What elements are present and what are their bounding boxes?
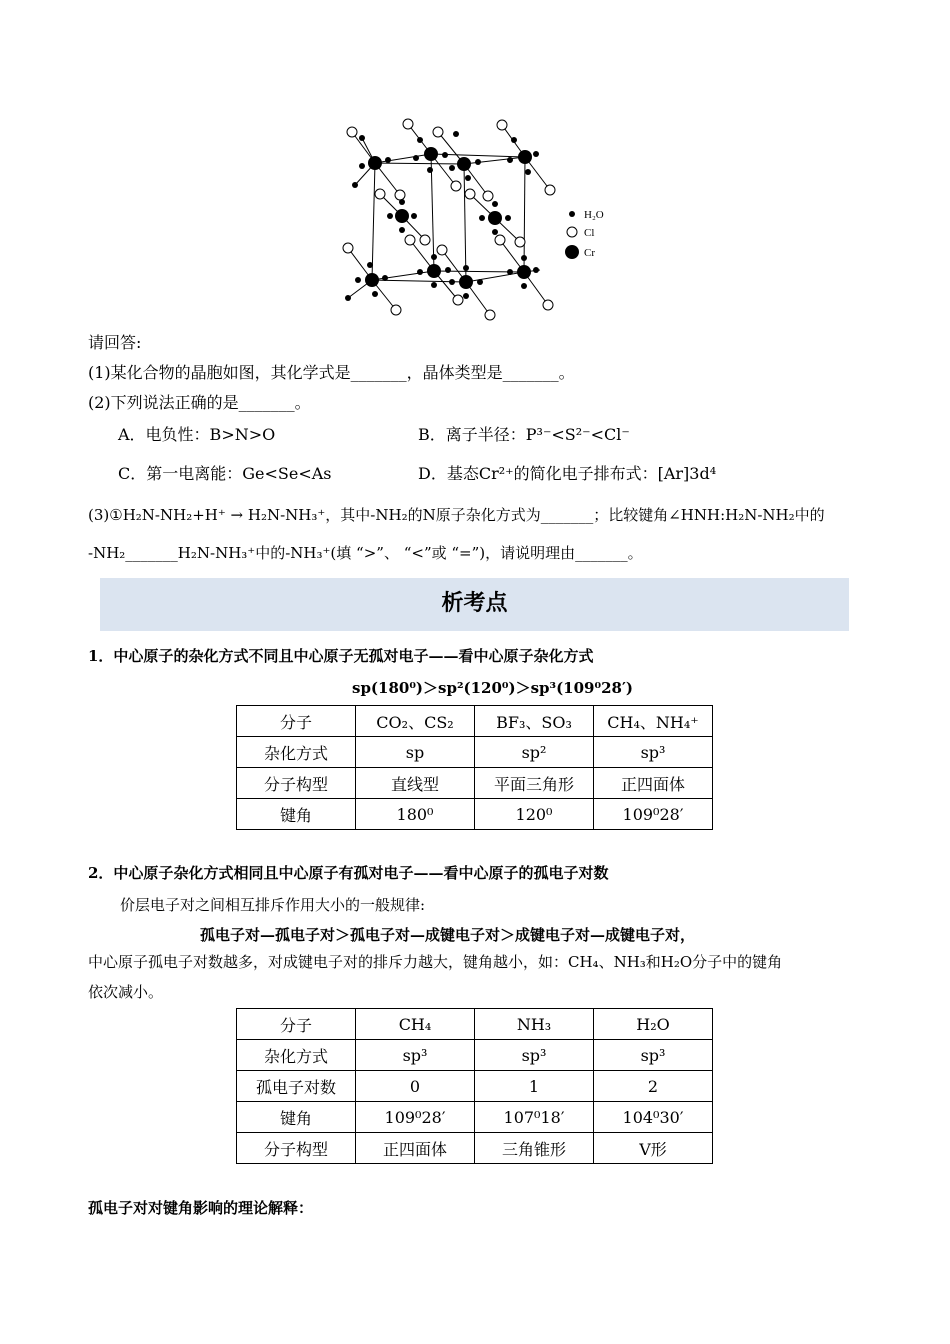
table-row: [237, 799, 713, 830]
legend-cl-marker: [567, 227, 577, 237]
option-c: C．第一电离能：Ge<Se<As: [118, 464, 332, 483]
table-cell: 平面三角形: [475, 768, 594, 799]
table-row: [237, 1102, 713, 1133]
option-b: B．离子半径：P³⁻<S²⁻<Cl⁻: [418, 425, 630, 444]
section-2-paragraph-line-2: 依次减小。: [88, 983, 164, 1001]
section-2-heading: 2．中心原子杂化方式相同且中心原子有孤对电子——看中心原子的孤电子对数: [88, 864, 609, 882]
section-2-paragraph-line-1: 中心原子孤电子对数越多，对成键电子对的排斥力越大，键角越小，如：CH₄、NH₃和H₂O分子中的键角: [88, 953, 783, 971]
table-cell: 正四面体: [594, 768, 713, 799]
table-cell: 180⁰: [356, 799, 475, 830]
option-d: D．基态Cr²⁺的简化电子排布式：[Ar]3d⁴: [418, 464, 717, 483]
table-row: [237, 706, 713, 737]
table-cell: sp: [356, 737, 475, 768]
table-cell: 109⁰28′: [594, 799, 713, 830]
table-cell: 三角锥形: [475, 1133, 594, 1164]
question-2: (2)下列说法正确的是_______。: [88, 393, 311, 412]
section-2-rule: 孤电子对—孤电子对＞孤电子对—成键电子对＞成键电子对—成键电子对，: [200, 926, 696, 944]
table-row: [237, 737, 713, 768]
table-cell: 分子构型: [237, 768, 356, 799]
table-cell: H₂O: [594, 1009, 713, 1040]
table-cell: NH₃: [475, 1009, 594, 1040]
table-cell: 孤电子对数: [237, 1071, 356, 1102]
table-cell: V形: [594, 1133, 713, 1164]
table-cell: 杂化方式: [237, 1040, 356, 1071]
table-cell: 正四面体: [356, 1133, 475, 1164]
closing-heading: 孤电子对对键角影响的理论解释：: [88, 1199, 314, 1217]
table-cell: 107⁰18′: [475, 1102, 594, 1133]
table-cell: 分子: [237, 706, 356, 737]
table-cell: BF₃、SO₃: [475, 706, 594, 737]
table-cell: 109⁰28′: [356, 1102, 475, 1133]
table-cell: sp³: [475, 1040, 594, 1071]
table-cell: CH₄、NH₄⁺: [594, 706, 713, 737]
table-row: [237, 1133, 713, 1164]
section-1-rule: sp(180⁰)＞sp²(120⁰)＞sp³(109⁰28′): [352, 679, 633, 697]
legend-cr-marker: [565, 245, 579, 259]
hybridization-table: [236, 705, 713, 830]
table-cell: CH₄: [356, 1009, 475, 1040]
table-cell: sp³: [594, 1040, 713, 1071]
table-cell: 分子: [237, 1009, 356, 1040]
section-1-heading: 1．中心原子的杂化方式不同且中心原子无孤对电子——看中心原子杂化方式: [88, 647, 594, 665]
table-row: [237, 1071, 713, 1102]
option-a: A．电负性：B>N>O: [118, 425, 276, 444]
legend-cr-label: Cr: [584, 247, 595, 259]
table-row: [237, 1009, 713, 1040]
lone-pair-table: [236, 1008, 713, 1164]
table-cell: 104⁰30′: [594, 1102, 713, 1133]
table-cell: sp³: [356, 1040, 475, 1071]
table-cell: sp²: [475, 737, 594, 768]
table-cell: sp³: [594, 737, 713, 768]
table-row: [237, 768, 713, 799]
question-prompt: 请回答:: [88, 333, 142, 352]
table-cell: 0: [356, 1071, 475, 1102]
legend-cl-label: Cl: [584, 227, 595, 239]
table-row: [237, 1040, 713, 1071]
question-3-line-1: (3)①H₂N-NH₂+H⁺ → H₂N-NH₃⁺，其中-NH₂的N原子杂化方式为_______；比较键角∠HNH:H₂N-NH₂中的: [88, 506, 825, 524]
section-2-intro: 价层电子对之间相互排斥作用大小的一般规律:: [120, 896, 426, 914]
table-cell: 杂化方式: [237, 737, 356, 768]
table-cell: 120⁰: [475, 799, 594, 830]
table-cell: 1: [475, 1071, 594, 1102]
table-cell: 键角: [237, 799, 356, 830]
question-1: (1)某化合物的晶胞如图，其化学式是_______，晶体类型是_______。: [88, 363, 575, 382]
legend-h2o-marker: [569, 211, 575, 217]
table-cell: 分子构型: [237, 1133, 356, 1164]
table-cell: 键角: [237, 1102, 356, 1133]
question-3-line-2: -NH₂_______H₂N-NH₃⁺中的-NH₃⁺(填 “>”、 “<”或 “=”)，请说明理由_______。: [88, 544, 643, 562]
table-cell: CO₂、CS₂: [356, 706, 475, 737]
legend-h2o-label: H₂O: [584, 209, 604, 221]
crystal-structure-figure: [330, 110, 620, 329]
table-cell: 直线型: [356, 768, 475, 799]
table-cell: 2: [594, 1071, 713, 1102]
unit-cell-diagram: [330, 110, 620, 325]
section-banner: 析考点: [100, 578, 849, 631]
